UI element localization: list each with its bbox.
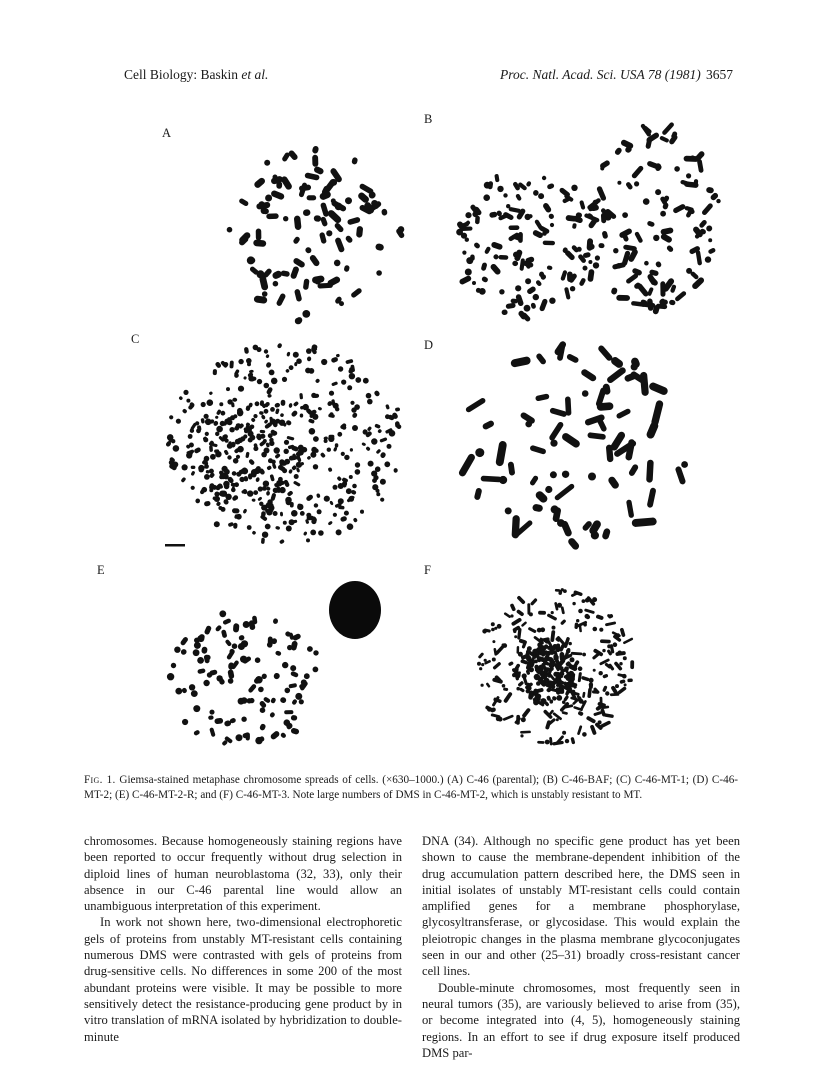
figure-caption-label: Fig. 1. [84,774,116,786]
left-text-column [84,833,402,1045]
panel-label-f: F [424,563,431,577]
panel-label-e: E [97,563,105,577]
running-head-journal: Proc. Natl. Acad. Sci. USA 78 (1981) [500,67,701,82]
right-paragraph-2: Double-minute chromosomes, most frequently seen in neural tumors (35), are variously believed to arise from (35), or become integrated into (4, 5), homogeneously staining regions. In an effort to see if drug exposure itself produced DMS par- [422,980,740,1060]
panel-c-chromosome-spread [160,338,415,553]
right-text-column [422,833,740,1061]
panel-b-chromosome-spread [455,120,725,325]
panel-label-d: D [424,338,434,352]
panel-label-a: A [162,126,172,140]
panel-a-chromosome-spread [215,140,415,330]
right-paragraph-1: DNA (34). Although no specific gene product has yet been shown to cause the membrane-dependent inhibition of the drug accumulation pattern described here, the DMS seen in initial isolates of unstably MT-resistant cells could contain amplified genes for a membrane phosphorylase, glycosyltransferase, or glycosidase. This would explain the pleiotropic changes in the plasma membrane glycoconjugates seen in our and other (25–31) broadly cross-resistant cancer cell lines. [422,834,740,979]
panel-d-chromosome-spread [455,340,700,552]
left-paragraph-1: chromosomes. Because homogeneously staining regions have been reported to occur frequently without drug selection in diploid lines of human neuroblastoma (32, 33), only their absence in our C-46 parental line would allow an unambiguous interpretation of this experiment. [84,834,402,914]
page-number: 3657 [706,67,733,82]
panel-f-chromosome-spread [470,578,670,758]
running-head-left [124,67,268,83]
panel-e-chromosome-spread [160,572,400,757]
left-paragraph-2: In work not shown here, two-dimensional electrophoretic gels of proteins from unstably MT-resistant cells containing numerous DMS were contrasted with gels of proteins from drug-sensitive cells. No differences in some 200 of the most abundant proteins were visible. It may be possible to more sensitively detect the resistance-producing gene product by in vitro translation of mRNA isolated by hybridization to double-minute [84,915,402,1044]
panel-label-b: B [424,112,433,126]
running-head-et-al: et al. [241,67,269,82]
panel-label-c: C [131,332,140,346]
figure-caption [84,773,738,803]
running-head-authors: Cell Biology: Baskin [124,67,239,82]
figure-caption-text: Giemsa-stained metaphase chromosome spreads of cells. (×630–1000.) (A) C-46 (parental); (B) C-46-BAF; (C) C-46-MT-1; (D) C-46-MT-2; (E) C-46-MT-2-R; and (F) C-46-MT-3. Note large numbers of DMS in C-46-MT-2, which is unstably resistant to MT. [84,774,739,801]
